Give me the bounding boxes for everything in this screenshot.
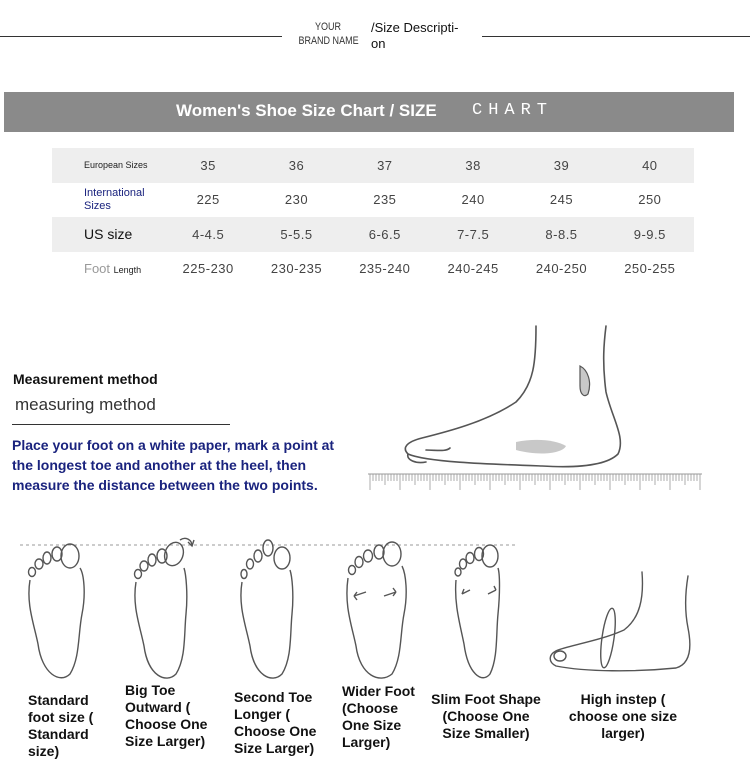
footprint-icon	[24, 534, 92, 684]
foot-label-big-toe	[125, 682, 207, 750]
measurement-description: Place your foot on a white paper, mark a point at the longest toe and another at the heel, then measure the distance between the two points.	[12, 437, 335, 493]
footprint-icon	[344, 534, 410, 684]
high-instep-foot-icon	[546, 568, 696, 678]
table-cell: 38	[465, 157, 481, 173]
label-line: Larger)	[342, 734, 391, 750]
row-label-length: Length	[113, 265, 142, 276]
label-line: Choose One	[125, 716, 208, 732]
label-line: Standard	[28, 726, 89, 742]
width-arrows-icon	[354, 592, 366, 600]
measurement-underline	[12, 424, 230, 425]
label-line: Size Larger)	[125, 733, 206, 749]
row-label-foot-length	[52, 252, 164, 287]
label-line: Wider Foot	[342, 683, 415, 699]
foot-label-slim	[430, 691, 542, 742]
footprint-icon	[238, 534, 300, 684]
size-table	[52, 148, 694, 286]
header-divider-right	[482, 36, 750, 37]
width-arrows-icon	[462, 589, 470, 594]
label-line: Big Toe	[125, 682, 176, 698]
size-description-line-1: /Size Descripti-	[371, 20, 459, 35]
table-cell: 230-235	[270, 261, 323, 277]
label-line: Slim Foot Shape	[431, 691, 541, 707]
ruler-icon	[368, 472, 704, 492]
row-label-international-line-2: Sizes	[84, 199, 111, 212]
header-divider-left	[0, 36, 282, 37]
label-line: Choose One	[234, 723, 317, 739]
table-cell: 36	[288, 157, 305, 173]
size-description-heading	[371, 20, 481, 52]
row-label-european: European Sizes	[84, 160, 148, 171]
banner-title: Women's Shoe Size Chart / SIZE	[176, 101, 437, 120]
foot-label-high-instep	[562, 691, 684, 742]
table-row-foot-length	[52, 252, 694, 287]
label-line: Standard	[28, 692, 89, 708]
table-cell: 5-5.5	[280, 226, 313, 242]
label-line: Outward (	[125, 699, 191, 715]
table-row-us	[52, 217, 694, 252]
foot-label-wider	[342, 683, 415, 751]
table-cell: 240-250	[535, 261, 588, 277]
measurement-subtitle: measuring method	[15, 395, 156, 414]
label-line: choose one size	[568, 708, 678, 724]
banner-title-suffix: CHART	[472, 101, 554, 120]
table-cell: 8-8.5	[545, 226, 578, 242]
table-cell: 40	[642, 157, 658, 173]
label-line: (Choose	[342, 700, 398, 716]
row-label-international-line-1: International	[84, 186, 145, 199]
table-cell: 225-230	[182, 261, 234, 277]
footprint-icon	[452, 534, 508, 684]
footprint-icon	[130, 534, 200, 684]
measurement-title: Measurement method	[13, 371, 158, 387]
label-line: Second Toe	[234, 689, 313, 705]
label-line: Size Smaller)	[442, 725, 530, 741]
table-cell: 240-245	[447, 261, 499, 277]
label-line: Size Larger)	[234, 740, 315, 756]
table-cell: 37	[377, 157, 393, 173]
label-line: larger)	[601, 725, 645, 741]
table-row-european	[52, 148, 694, 183]
brand-line-2: BRAND NAME	[298, 35, 359, 47]
foot-label-second-toe	[234, 689, 316, 757]
foot-label-standard	[28, 692, 93, 760]
brand-logo	[298, 20, 357, 48]
table-cell: 9-9.5	[633, 226, 666, 242]
table-cell: 250	[638, 192, 662, 208]
table-cell: 35	[200, 157, 216, 173]
row-label-foot: Foot	[84, 261, 111, 277]
brand-line-1: YOUR	[314, 21, 342, 33]
label-line: High instep (	[580, 691, 666, 707]
table-cell: 230	[284, 192, 309, 208]
table-cell: 250-255	[624, 261, 676, 277]
label-line: foot size (	[28, 709, 94, 725]
size-description-line-2: on	[371, 36, 386, 51]
label-line: (Choose One	[442, 708, 530, 724]
label-line: size)	[28, 743, 60, 759]
table-cell: 245	[549, 192, 574, 208]
table-cell: 6-6.5	[368, 226, 401, 242]
row-label-international	[52, 183, 164, 218]
table-cell: 39	[553, 157, 570, 173]
table-cell: 225	[196, 192, 220, 208]
table-cell: 235-240	[359, 261, 411, 277]
table-row-international	[52, 183, 694, 218]
table-cell: 235	[373, 192, 397, 208]
label-line: One Size	[342, 717, 402, 733]
side-foot-icon	[366, 322, 706, 494]
label-line: Longer (	[234, 706, 290, 722]
table-cell: 4-4.5	[192, 226, 225, 242]
table-cell: 240	[461, 192, 485, 208]
table-cell: 7-7.5	[457, 226, 490, 242]
row-label-us: US size	[84, 226, 133, 243]
